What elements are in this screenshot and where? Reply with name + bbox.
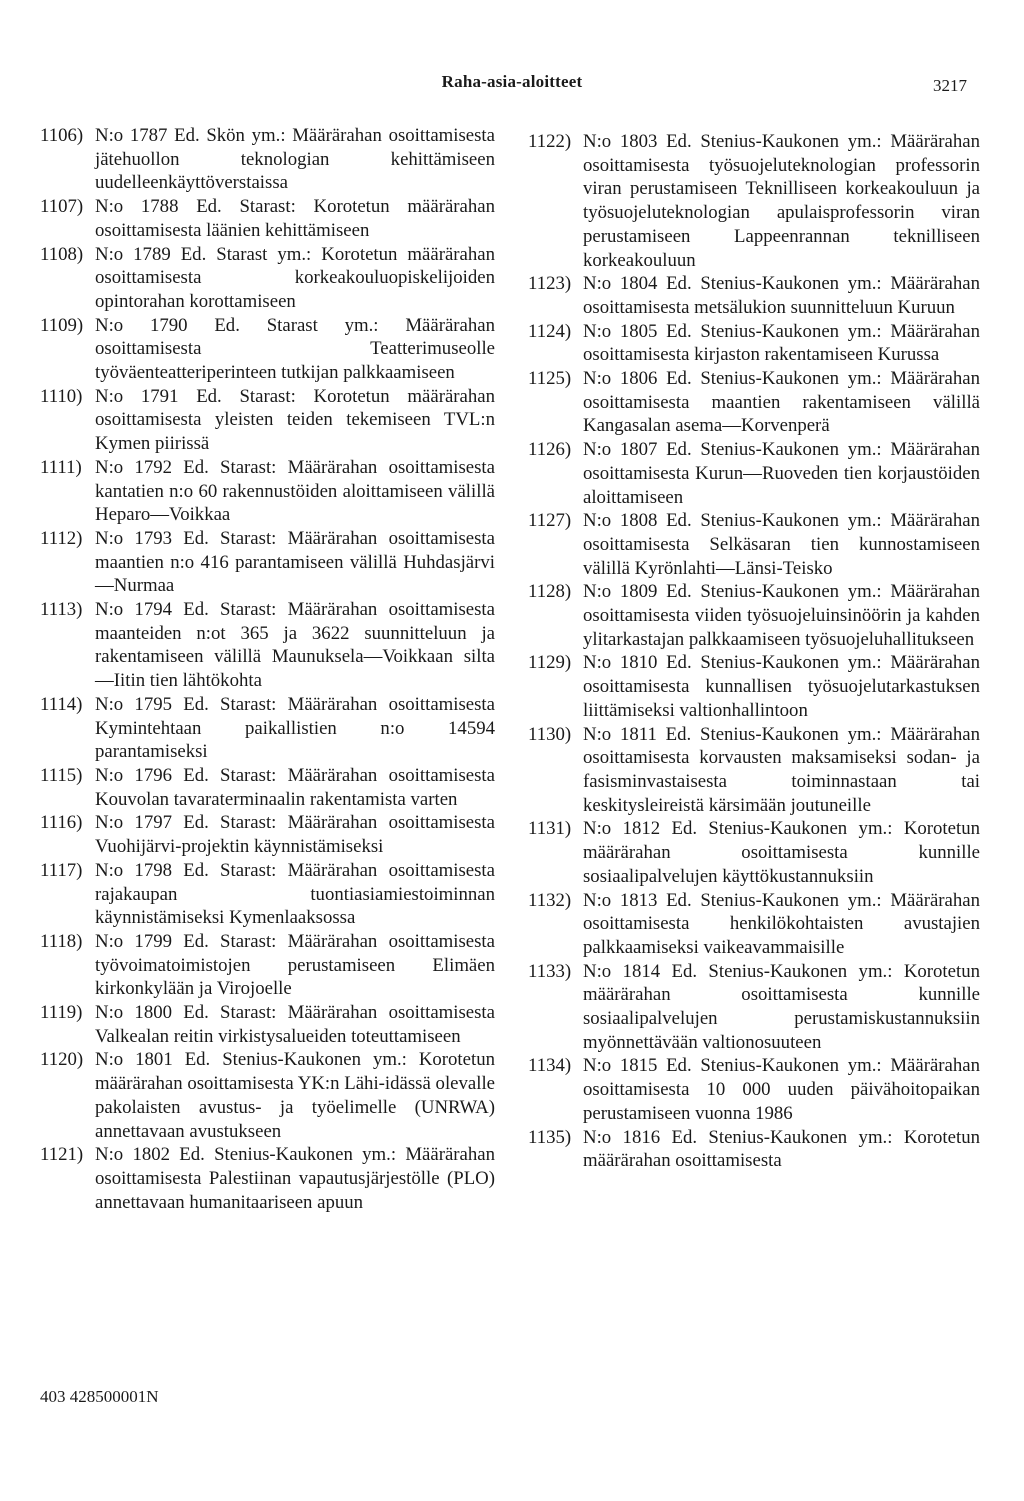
list-item [528,889,980,960]
entry-number: 1117) [40,859,83,881]
entry-number: 1122) [528,131,572,152]
entry-number: 1107) [40,196,84,218]
entry-text: N:o 1806 Ed. Stenius-Kaukonen ym.: Määrärahan osoittamisesta maantien rakentamiseen välillä Kangasalan asema—Korvenperä [583,368,980,437]
entry-text: N:o 1802 Ed. Stenius-Kaukonen ym.: Määrärahan osoittamisesta Palestiinan vapautusjärjestölle (PLO) annettavaan humanitaariseen apuun [95,1144,495,1213]
entry-text: N:o 1807 Ed. Stenius-Kaukonen ym.: Määrärahan osoittamisesta Kurun—Ruoveden tien korjaustöiden aloittamiseen [583,439,980,508]
entry-text: N:o 1815 Ed. Stenius-Kaukonen ym.: Määrärahan osoittamisesta 10 000 uuden päivähoitopaikan perustamiseen vuonna 1986 [583,1055,980,1124]
entry-number: 1134) [528,1055,572,1077]
entry-number: 1111) [40,456,82,478]
entry-text: N:o 1796 Ed. Starast: Määrärahan osoittamisesta Kouvolan tavaraterminaalin rakentamista varten [95,764,495,810]
entry-text: N:o 1787 Ed. Skön ym.: Määrärahan osoittamisesta jätehuollon teknologian kehittämiseen uudelleenkäyttöverstaissa [95,125,495,194]
entry-number: 1135) [528,1126,572,1148]
entry-text: N:o 1804 Ed. Stenius-Kaukonen ym.: Määrärahan osoittamisesta metsälukion suunnitteluun Kuruun [583,273,980,318]
entry-number: 1125) [528,368,572,390]
list-item [528,817,980,888]
entry-number: 1113) [40,599,83,621]
left-column [40,124,495,1214]
entry-number: 1124) [528,320,572,342]
entry-text: N:o 1791 Ed. Starast: Korotetun määrärahan osoittamisesta yleisten teiden tekemiseen TVL:n Kymen piirissä [95,385,495,455]
entry-text: N:o 1792 Ed. Starast: Määrärahan osoittamisesta kantatien n:o 60 rakennustöiden aloittamiseen välillä Heparo—Voikkaa [95,456,495,526]
entry-number: 1130) [528,723,572,745]
entry-text: N:o 1798 Ed. Starast: Määrärahan osoittamisesta rajakaupan tuontiasiamiestoiminnan käynnistämiseksi Kymenlaaksossa [95,859,495,929]
entry-text: N:o 1801 Ed. Stenius-Kaukonen ym.: Korotetun määrärahan osoittamisesta YK:n Lähi-idässä olevalle pakolaisten avustus- ja työelimelle (UNRWA) annettavaan avustukseen [95,1049,495,1142]
entry-number: 1109) [40,314,84,336]
list-item [40,456,495,527]
entry-number: 1123) [528,273,572,295]
list-item [528,130,980,272]
entry-text: N:o 1813 Ed. Stenius-Kaukonen ym.: Määrärahan osoittamisesta henkilökohtaisten avustajien palkkaamiseksi vaikeavammaisille [583,889,980,958]
entry-number: 1126) [528,439,572,461]
list-item [40,598,495,693]
entry-text: N:o 1812 Ed. Stenius-Kaukonen ym.: Korotetun määrärahan osoittamisesta kunnille sosiaalipalvelujen käyttökustannuksiin [583,818,980,887]
entry-number: 1108) [40,243,84,265]
entry-number: 1132) [528,889,572,911]
entry-text: N:o 1811 Ed. Stenius-Kaukonen ym.: Määrärahan osoittamisesta korvausten maksamiseksi sodan- ja fasisminvastaisesta toiminnastaan tai keskitysleireistä kärsimään joutuneille [583,723,980,816]
list-item [528,272,980,319]
entry-text: N:o 1790 Ed. Starast ym.: Määrärahan osoittamisesta Teatterimuseolle työväenteatteriperinteen tutkijan palkkaamiseen [95,314,495,384]
entry-number: 1114) [40,693,83,715]
list-item [40,1001,495,1048]
list-item [528,320,980,367]
entry-text: N:o 1795 Ed. Starast: Määrärahan osoittamisesta Kymintehtaan paikallistien n:o 14594 parantamiseksi [95,693,495,763]
list-item [40,314,495,385]
entry-number: 1131) [528,818,572,840]
list-item [528,960,980,1055]
entry-text: N:o 1797 Ed. Starast: Määrärahan osoittamisesta Vuohijärvi-projektin käynnistämiseksi [95,812,495,858]
entry-number: 1106) [40,125,84,146]
entry-text: N:o 1809 Ed. Stenius-Kaukonen ym.: Määrärahan osoittamisesta viiden työsuojeluinsinöörin ja kahden ylitarkastajan palkkaamiseen työsuojeluhallitukseen [583,581,980,650]
list-item [40,243,495,314]
list-item [40,859,495,930]
entry-number: 1120) [40,1049,84,1071]
entry-number: 1112) [40,527,83,549]
entry-number: 1127) [528,510,572,532]
entry-number: 1116) [40,812,83,834]
print-code: 403 428500001N [40,1387,159,1406]
entry-text: N:o 1805 Ed. Stenius-Kaukonen ym.: Määrärahan osoittamisesta kirjaston rakentamiseen Kurussa [583,320,980,366]
list-item [528,1126,980,1173]
list-item [528,580,980,651]
list-item [40,385,495,456]
right-column [528,130,980,1173]
list-item [40,1048,495,1143]
list-item [528,1054,980,1125]
list-item [40,1143,495,1214]
entry-number: 1110) [40,385,83,407]
page-header [0,68,1024,98]
entry-number: 1121) [40,1144,84,1166]
entry-number: 1115) [40,764,83,786]
entry-text: N:o 1793 Ed. Starast: Määrärahan osoittamisesta maantien n:o 416 parantamiseen välillä Huhdasjärvi—Nurmaa [95,527,495,597]
page-number: 3217 [933,76,967,95]
entry-number: 1129) [528,652,572,674]
entry-text: N:o 1794 Ed. Starast: Määrärahan osoittamisesta maanteiden n:ot 365 ja 3622 suunnitteluun ja rakentamiseen välillä Maunuksela—Voikkaan silta—Iitin tien lähtökohta [95,599,495,692]
entry-text: N:o 1808 Ed. Stenius-Kaukonen ym.: Määrärahan osoittamisesta Selkäsaran tien kunnostamiseen välillä Kyrönlahti—Länsi-Teisko [583,510,980,579]
entry-number: 1128) [528,581,572,603]
entry-number: 1118) [40,930,83,952]
list-item [40,930,495,1001]
list-item [40,195,495,242]
list-item [40,693,495,764]
entry-text: N:o 1788 Ed. Starast: Korotetun määrärahan osoittamisesta läänien kehittämiseen [95,196,495,241]
entry-text: N:o 1810 Ed. Stenius-Kaukonen ym.: Määrärahan osoittamisesta kunnallisen työsuojelutarkastuksen liittämiseksi valtionhallintoon [583,652,980,721]
list-item [40,764,495,811]
running-title: Raha-asia-aloitteet [441,72,583,91]
list-item [528,723,980,818]
entry-text: N:o 1816 Ed. Stenius-Kaukonen ym.: Korotetun määrärahan osoittamisesta [583,1126,980,1172]
list-item [528,367,980,438]
list-item [40,124,495,195]
entry-text: N:o 1814 Ed. Stenius-Kaukonen ym.: Korotetun määrärahan osoittamisesta kunnille sosiaalipalvelujen perustamiskustannuksiin myönnettävään valtionosuuteen [583,960,980,1053]
entry-text: N:o 1803 Ed. Stenius-Kaukonen ym.: Määrärahan osoittamisesta työsuojeluteknologian professorin viran perustamiseen Teknilliseen korkeakouluun ja työsuojeluteknologian apulaisprofessorin viran perustamiseen Lappeenrannan teknilliseen korkeakouluun [583,131,980,271]
entry-number: 1119) [40,1002,83,1024]
entry-text: N:o 1789 Ed. Starast ym.: Korotetun määrärahan osoittamisesta korkeakouluopiskelijoiden opintorahan korottamiseen [95,243,495,312]
list-item [528,509,980,580]
list-item [528,438,980,509]
entry-number: 1133) [528,960,572,982]
list-item [40,527,495,598]
entry-text: N:o 1800 Ed. Starast: Määrärahan osoittamisesta Valkealan reitin virkistysalueiden toteuttamiseen [95,1002,495,1047]
entry-text: N:o 1799 Ed. Starast: Määrärahan osoittamisesta työvoimatoimistojen perustamiseen Elimäen kirkonkylään ja Virojoelle [95,930,495,1000]
list-item [40,811,495,858]
list-item [528,651,980,722]
